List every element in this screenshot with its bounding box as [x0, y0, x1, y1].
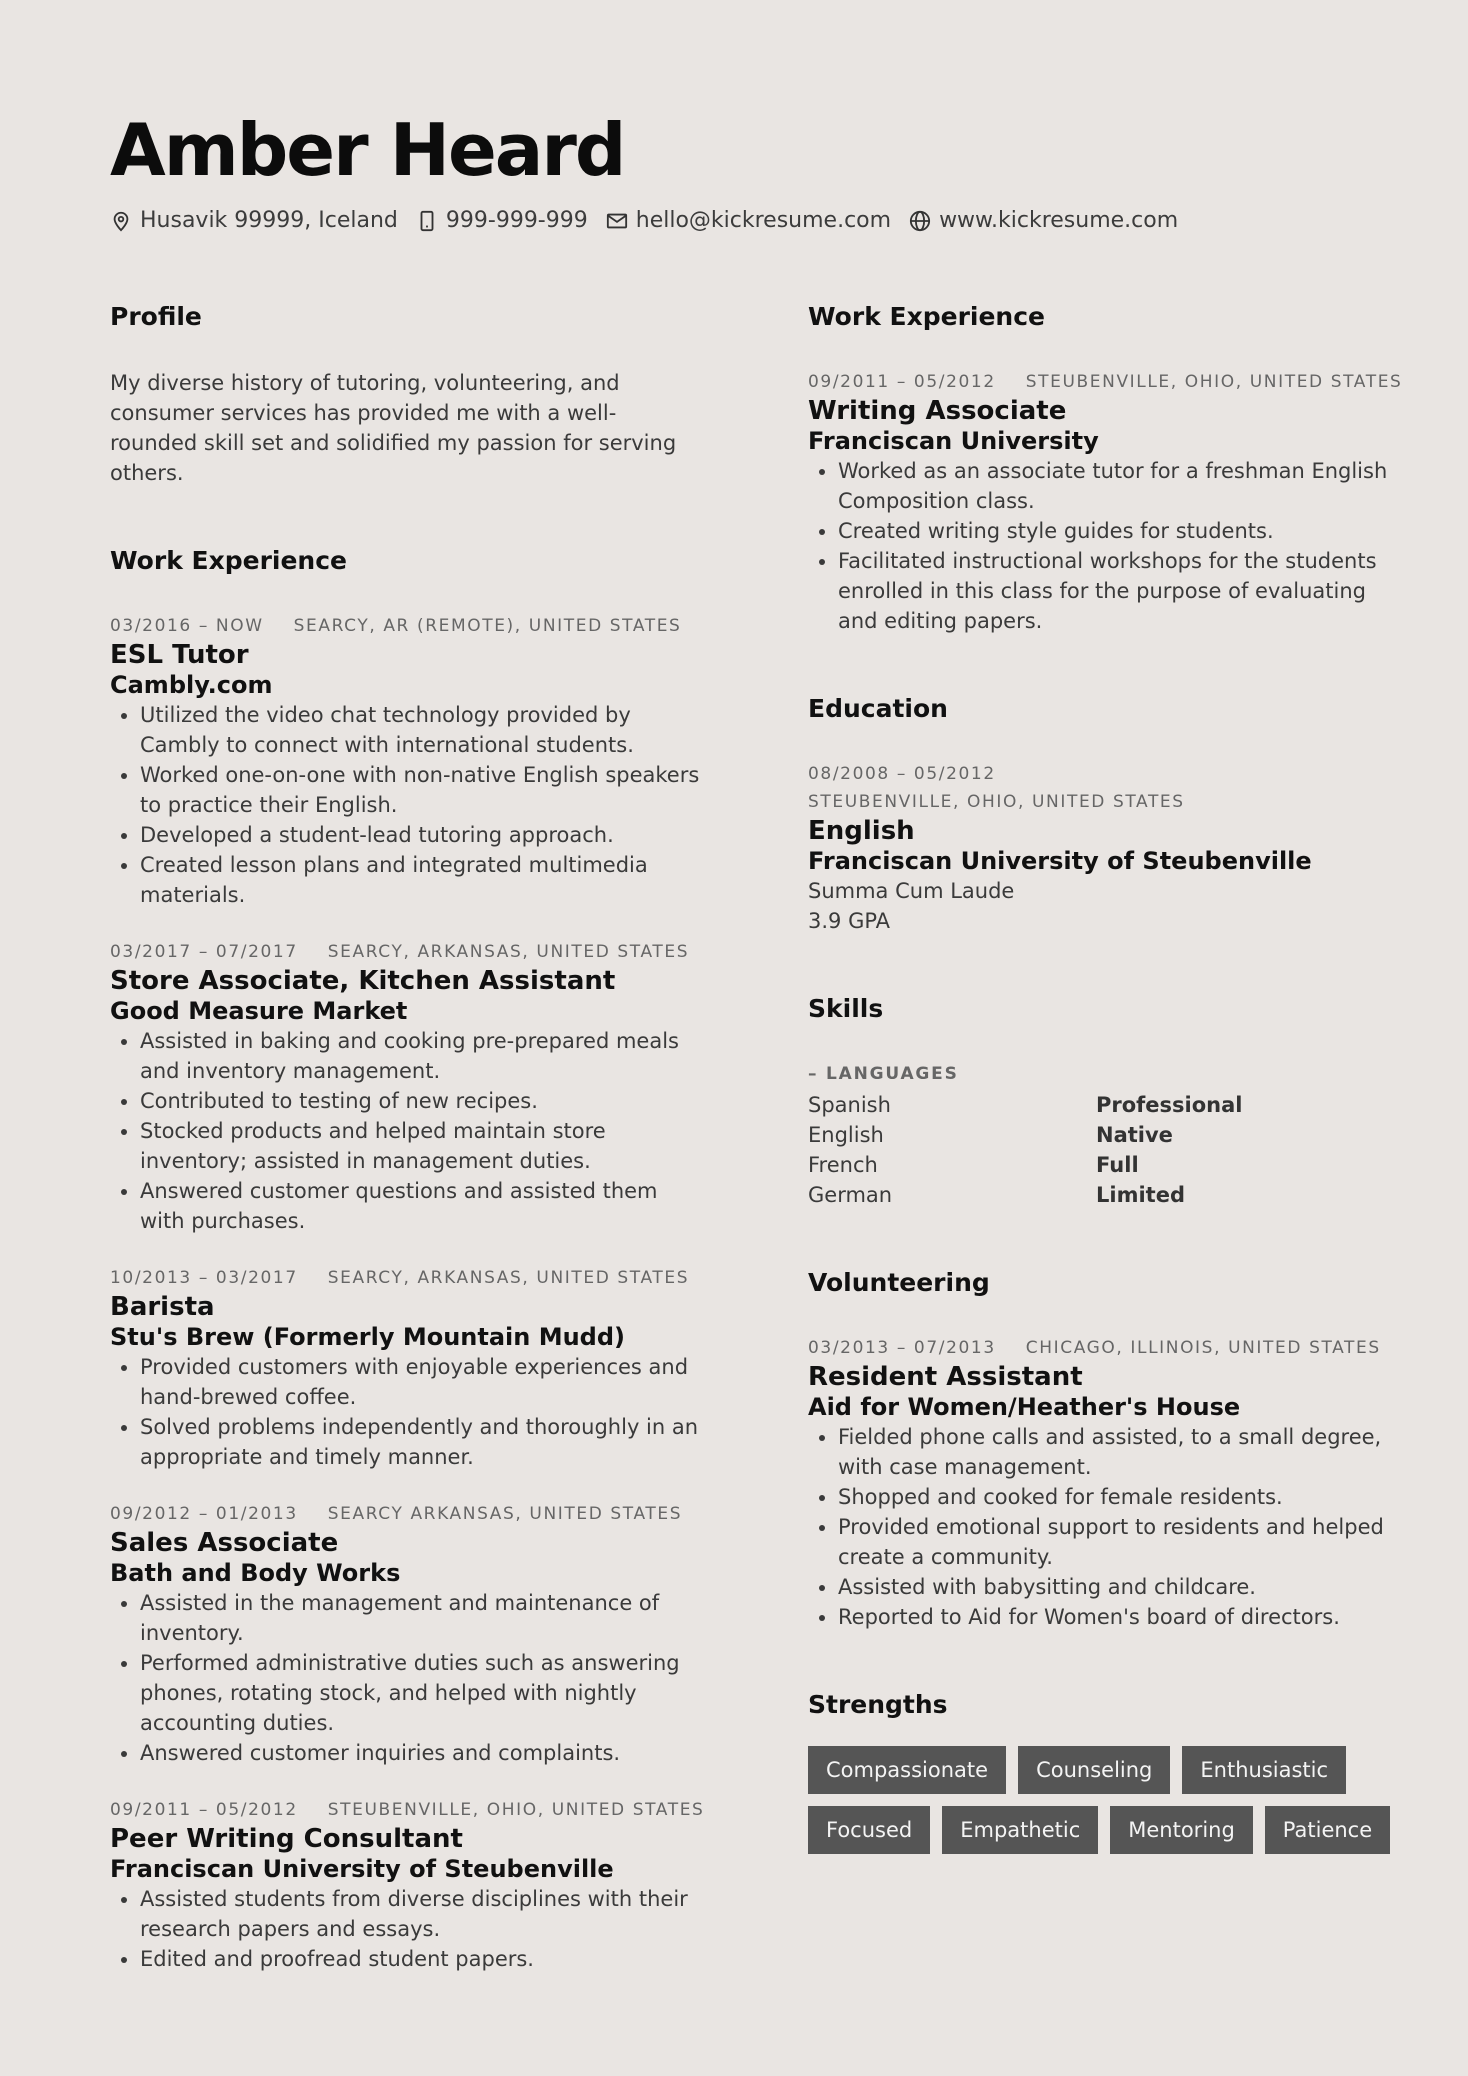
- job-title: Peer Writing Consultant: [110, 1824, 463, 1854]
- strength-tag: Counseling: [1018, 1746, 1170, 1794]
- list-item: • Provided customers with enjoyable experiences and hand-brewed coffee.: [140, 1352, 700, 1412]
- job-title: ESL Tutor: [110, 640, 249, 670]
- language-name: Spanish: [808, 1093, 891, 1117]
- entry-meta: [110, 1264, 700, 1292]
- volunteer-org: Aid for Women/Heather's House: [808, 1393, 1241, 1421]
- work-entry: [110, 1796, 705, 1974]
- language-name: English: [808, 1123, 884, 1147]
- entry-dates: 10/2013 – 03/2017: [110, 1268, 298, 1288]
- entry-location: SEARCY, ARKANSAS, UNITED STATES: [327, 1268, 690, 1288]
- entry-location: SEARCY, ARKANSAS, UNITED STATES: [327, 942, 690, 962]
- language-row: [808, 1150, 1388, 1180]
- list-item: • Reported to Aid for Women's board of directors.: [838, 1602, 1388, 1632]
- strength-tag: Enthusiastic: [1182, 1746, 1346, 1794]
- languages-subheading: – LANGUAGES: [808, 1064, 959, 1084]
- bullet-list: [110, 1352, 700, 1472]
- list-item: • Assisted in the management and maintenance of inventory.: [140, 1588, 700, 1648]
- list-item: • Assisted students from diverse disciplines with their research papers and essays.: [140, 1884, 700, 1944]
- envelope-icon: [606, 210, 628, 232]
- employer: Good Measure Market: [110, 997, 408, 1025]
- language-level: Limited: [1096, 1183, 1185, 1207]
- skills-heading: Skills: [808, 994, 884, 1023]
- contact-email-text[interactable]: hello@kickresume.com: [635, 208, 892, 233]
- language-row: [808, 1120, 1388, 1150]
- list-item: • Performed administrative duties such as answering phones, rotating stock, and helped with nightly accounting duties.: [140, 1648, 700, 1738]
- work-entry: [110, 612, 700, 910]
- work-entry: [110, 1264, 700, 1472]
- list-item: • Answered customer inquiries and complaints.: [140, 1738, 700, 1768]
- language-level: Professional: [1096, 1093, 1243, 1117]
- education-heading: Education: [808, 694, 948, 723]
- entry-location: STEUBENVILLE, OHIO, UNITED STATES: [1025, 372, 1403, 392]
- education-section: [808, 692, 1388, 936]
- profile-text: My diverse history of tutoring, volunteering, and consumer services has provided me with a well-rounded skill set and solidified my passion for serving others.: [110, 371, 677, 485]
- entry-dates: 09/2012 – 01/2013: [110, 1504, 298, 1524]
- contact-phone: [416, 208, 588, 233]
- work-entry: [110, 1500, 700, 1768]
- bullet-list: [808, 1422, 1388, 1632]
- list-item: • Answered customer questions and assisted them with purchases.: [140, 1176, 700, 1236]
- right-column: [808, 300, 1403, 1854]
- list-item: • Fielded phone calls and assisted, to a small degree, with case management.: [838, 1422, 1388, 1482]
- education-gpa: 3.9 GPA: [808, 909, 891, 933]
- globe-icon: [909, 210, 931, 232]
- entry-meta: [808, 368, 1403, 396]
- volunteer-role: Resident Assistant: [808, 1362, 1083, 1392]
- bullet-list: [110, 1588, 700, 1768]
- entry-dates: 03/2013 – 07/2013: [808, 1338, 996, 1358]
- strength-tag: Mentoring: [1110, 1806, 1253, 1854]
- skills-section: [808, 992, 1388, 1210]
- strength-tag: Focused: [808, 1806, 930, 1854]
- contact-email[interactable]: [606, 208, 891, 233]
- language-name: French: [808, 1153, 878, 1177]
- entry-location: SEARCY ARKANSAS, UNITED STATES: [327, 1504, 683, 1524]
- candidate-name: Amber Heard: [110, 108, 625, 192]
- list-item: • Utilized the video chat technology provided by Cambly to connect with international students.: [140, 700, 700, 760]
- entry-location: STEUBENVILLE, OHIO, UNITED STATES: [327, 1800, 705, 1820]
- contact-website[interactable]: [909, 208, 1178, 233]
- bullet-list: [110, 700, 700, 910]
- contact-location-text: Husavik 99999, Iceland: [140, 208, 398, 233]
- list-item: • Assisted with babysitting and childcare.: [838, 1572, 1388, 1602]
- entry-dates: 03/2017 – 07/2017: [110, 942, 298, 962]
- education-honors: Summa Cum Laude: [808, 879, 1015, 903]
- employer: Bath and Body Works: [110, 1559, 401, 1587]
- language-row: [808, 1090, 1388, 1120]
- contact-bar: [110, 208, 1178, 233]
- volunteering-section: [808, 1266, 1388, 1632]
- work-experience-heading: Work Experience: [110, 546, 347, 575]
- contact-website-text[interactable]: www.kickresume.com: [939, 208, 1179, 233]
- profile-heading: Profile: [110, 302, 202, 331]
- language-level: Full: [1096, 1153, 1139, 1177]
- education-dates: 08/2008 – 05/2012: [808, 764, 996, 784]
- entry-dates: 09/2011 – 05/2012: [110, 1800, 298, 1820]
- contact-phone-text: 999-999-999: [445, 208, 588, 233]
- phone-icon: [416, 210, 438, 232]
- entry-location: CHICAGO, ILLINOIS, UNITED STATES: [1025, 1338, 1381, 1358]
- bullet-list: [110, 1026, 700, 1236]
- left-column: [110, 300, 705, 2002]
- work-entry: [110, 938, 700, 1236]
- work-experience-right-section: [808, 300, 1403, 636]
- language-name: German: [808, 1183, 893, 1207]
- bullet-list: [808, 456, 1388, 636]
- list-item: • Created lesson plans and integrated multimedia materials.: [140, 850, 700, 910]
- strength-tags: [808, 1746, 1408, 1854]
- strength-tag: Compassionate: [808, 1746, 1006, 1794]
- profile-section: [110, 300, 700, 488]
- list-item: • Created writing style guides for students.: [838, 516, 1388, 546]
- language-row: [808, 1180, 1388, 1210]
- job-title: Sales Associate: [110, 1528, 339, 1558]
- entry-meta: [808, 1334, 1388, 1362]
- work-experience-section: [110, 544, 705, 1974]
- education-degree: English: [808, 816, 915, 846]
- entry-meta: [110, 612, 700, 640]
- strengths-heading: Strengths: [808, 1690, 948, 1719]
- contact-location: [110, 208, 398, 233]
- job-title: Store Associate, Kitchen Assistant: [110, 966, 616, 996]
- list-item: • Stocked products and helped maintain store inventory; assisted in management duties.: [140, 1116, 700, 1176]
- employer: Franciscan University: [808, 427, 1099, 455]
- list-item: • Solved problems independently and thoroughly in an appropriate and timely manner.: [140, 1412, 700, 1472]
- work-entry: [808, 368, 1403, 636]
- education-school: Franciscan University of Steubenville: [808, 847, 1312, 875]
- list-item: • Worked one-on-one with non-native English speakers to practice their English.: [140, 760, 700, 820]
- list-item: • Edited and proofread student papers.: [140, 1944, 700, 1974]
- employer: Stu's Brew (Formerly Mountain Mudd): [110, 1323, 626, 1351]
- employer: Franciscan University of Steubenville: [110, 1855, 614, 1883]
- strength-tag: Patience: [1265, 1806, 1390, 1854]
- list-item: • Developed a student-lead tutoring approach.: [140, 820, 700, 850]
- job-title: Writing Associate: [808, 396, 1067, 426]
- list-item: • Facilitated instructional workshops for the students enrolled in this class for the purpose of evaluating and editing papers.: [838, 546, 1388, 636]
- job-title: Barista: [110, 1292, 215, 1322]
- entry-location: SEARCY, AR (REMOTE), UNITED STATES: [293, 616, 682, 636]
- entry-dates: 09/2011 – 05/2012: [808, 372, 996, 392]
- strengths-section: [808, 1688, 1388, 1854]
- bullet-list: [110, 1884, 700, 1974]
- entry-meta: [110, 1500, 700, 1528]
- employer: Cambly.com: [110, 671, 273, 699]
- entry-meta: [110, 938, 700, 966]
- language-level: Native: [1096, 1123, 1173, 1147]
- list-item: • Worked as an associate tutor for a freshman English Composition class.: [838, 456, 1388, 516]
- education-location: STEUBENVILLE, OHIO, UNITED STATES: [808, 792, 1185, 812]
- list-item: • Shopped and cooked for female residents.: [838, 1482, 1388, 1512]
- map-pin-icon: [110, 210, 132, 232]
- list-item: • Assisted in baking and cooking pre-prepared meals and inventory management.: [140, 1026, 700, 1086]
- strength-tag: Empathetic: [942, 1806, 1098, 1854]
- entry-dates: 03/2016 – NOW: [110, 616, 264, 636]
- list-item: • Contributed to testing of new recipes.: [140, 1086, 700, 1116]
- entry-meta: [110, 1796, 705, 1824]
- volunteering-heading: Volunteering: [808, 1268, 990, 1297]
- work-experience-heading: Work Experience: [808, 302, 1045, 331]
- list-item: • Provided emotional support to residents and helped create a community.: [838, 1512, 1388, 1572]
